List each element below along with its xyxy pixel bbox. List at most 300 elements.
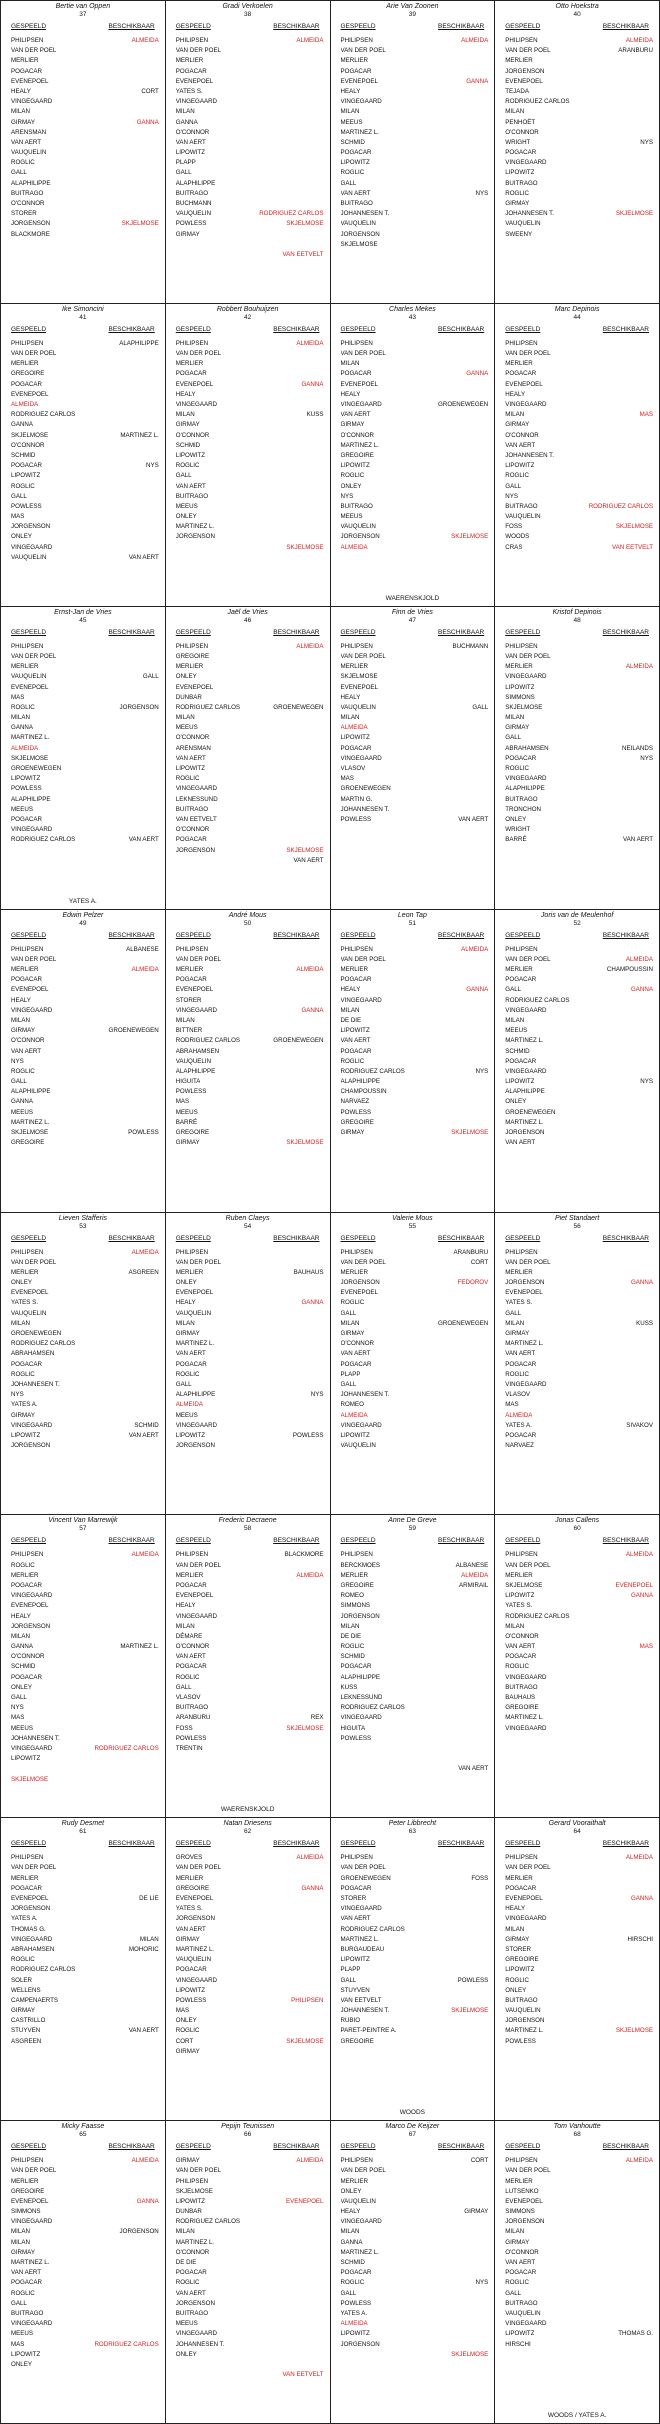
rider-row (505, 764, 653, 774)
rider-row (176, 662, 324, 672)
played-rider: BUITRAGO (175, 2309, 209, 2317)
rider-row (341, 97, 489, 107)
rider-row (341, 46, 489, 56)
played-rider: EVENEPOEL (11, 2197, 49, 2205)
played-rider: VAUQUELIN (505, 513, 541, 521)
available-header: BESCHIKBAAR (108, 2143, 155, 2151)
played-rider: BUITRAGO (11, 189, 44, 197)
team-card (495, 1515, 660, 1818)
rider-row (505, 1047, 653, 1057)
played-rider: SWEENY (505, 230, 533, 238)
rider-row (341, 965, 489, 975)
rider-row (341, 1874, 489, 1884)
rider-row (341, 2329, 489, 2339)
rider-row (505, 179, 653, 189)
played-rider: O'CONNOR (505, 2248, 539, 2256)
rider-row (341, 158, 489, 168)
played-header: GESPEELD (11, 325, 47, 333)
rider-list (331, 1248, 495, 1452)
available-rider: NYS (475, 1067, 489, 1075)
column-headers (495, 629, 659, 636)
rider-row (176, 1683, 324, 1693)
played-rider: SIMMONS (505, 2208, 535, 2216)
rider-row (176, 36, 324, 46)
rider-row (341, 1108, 489, 1118)
rider-row (11, 1612, 159, 1622)
rider-row (341, 2299, 489, 2309)
played-rider: VAN AERT (505, 441, 536, 449)
played-rider: ROGLIC (11, 1561, 35, 1569)
participant-name: Peter Libbrecht (388, 1820, 437, 1828)
rider-list (1, 1853, 165, 2047)
rider-row (11, 2207, 159, 2217)
played-rider: VAN DER POEL (340, 652, 386, 660)
played-rider: VAUQUELIN (505, 2007, 541, 2015)
played-rider: PHILIPSEN (340, 37, 373, 44)
rider-row (176, 240, 324, 250)
available-rider: ALMEIDA (131, 37, 159, 44)
played-rider: GREGOIRE (175, 652, 210, 660)
rider-row (341, 2350, 489, 2360)
rider-row (176, 1411, 324, 1421)
played-rider: POGACAR (175, 836, 207, 844)
rider-row (505, 2187, 653, 2197)
played-rider: ROGLIC (505, 2279, 529, 2287)
played-rider: GALL (11, 492, 27, 500)
played-rider: MERLIER (505, 57, 533, 65)
rider-row (505, 431, 653, 441)
rider-row (176, 87, 324, 97)
played-rider: VAN DER POEL (11, 955, 57, 963)
rider-row (505, 380, 653, 390)
rider-row (176, 168, 324, 178)
rider-list (166, 945, 330, 1149)
participant-number: 52 (573, 919, 581, 927)
rider-row (176, 1724, 324, 1734)
played-rider: LIPOWITZ (505, 1966, 535, 1974)
rider-row (11, 945, 159, 955)
played-rider: BLACKMORE (11, 230, 50, 238)
played-rider: EVENEPOEL (340, 1289, 378, 1297)
rider-row (176, 471, 324, 481)
rider-row (11, 148, 159, 158)
rider-row (505, 1087, 653, 1097)
played-rider: HEALY (175, 1299, 196, 1307)
played-rider: RODRIGUEZ CARLOS (175, 2218, 241, 2226)
available-header: BESCHIKBAAR (273, 325, 320, 333)
participant-name: André Mous (228, 911, 267, 919)
played-rider: ROGLIC (340, 1643, 365, 1651)
rider-row (341, 1904, 489, 1914)
played-rider: HEALY (175, 1602, 196, 1610)
participant-name: Charles Mekes (389, 305, 436, 313)
rider-row (341, 723, 489, 733)
available-header: BESCHIKBAAR (438, 628, 485, 636)
available-rider: ALMEIDA (625, 1854, 653, 1862)
played-rider: POGACAR (340, 1360, 372, 1368)
available-rider: ARANBURU (618, 47, 653, 55)
played-rider: GALL (340, 1976, 357, 1984)
played-rider: VINGEGAARD (340, 754, 382, 762)
played-rider: GREGOIRE (340, 1118, 374, 1126)
played-rider: YATES A. (11, 1401, 38, 1409)
played-rider: MARTINEZ L. (505, 1037, 544, 1045)
available-rider: ALMEIDA (625, 663, 653, 671)
played-rider: MILAN (11, 108, 30, 116)
rider-row (11, 471, 159, 481)
played-rider: MEEUS (175, 724, 198, 732)
played-rider: MILAN (340, 108, 360, 116)
rider-row (176, 965, 324, 975)
rider-row (505, 1986, 653, 1996)
rider-row (176, 1309, 324, 1319)
played-rider: MERLIER (175, 360, 204, 368)
rider-row (505, 148, 653, 158)
rider-row (176, 642, 324, 652)
played-rider: GALL (11, 169, 27, 177)
rider-row (11, 2156, 159, 2166)
played-rider: BUITRAGO (175, 1704, 209, 1712)
played-rider: O'CONNOR (11, 1653, 45, 1661)
rider-row (505, 2268, 653, 2278)
played-rider: SKJELMOSE (11, 754, 49, 762)
available-rider: SKJELMOSE (286, 220, 324, 228)
rider-row (11, 1673, 159, 1683)
rider-row (341, 1713, 489, 1723)
played-rider: LIPOWITZ (175, 1431, 205, 1439)
played-rider: EVENEPOEL (505, 2197, 543, 2205)
rider-row (341, 107, 489, 117)
available-rider: JORGENSON (119, 2228, 159, 2236)
played-rider: RODRIGUEZ CARLOS (340, 1925, 405, 1933)
played-rider: EVENEPOEL (175, 77, 214, 85)
participant-name: Jonas Callens (555, 1517, 600, 1525)
participant-number: 62 (244, 1828, 252, 1836)
rider-row (505, 1561, 653, 1571)
column-headers (495, 1235, 659, 1242)
played-rider: JOHANNESEN T. (340, 210, 390, 218)
rider-row (505, 2177, 653, 2187)
rider-row (505, 209, 653, 219)
rider-row (341, 2289, 489, 2299)
played-rider: VAN DER POEL (505, 47, 551, 55)
played-rider: EVENEPOEL (11, 986, 49, 994)
played-rider: GIRMAY (11, 2007, 35, 2015)
column-headers (166, 326, 330, 333)
rider-row (176, 774, 324, 784)
played-rider: ALAPHILIPPE (505, 785, 545, 793)
available-header: BESCHIKBAAR (602, 931, 649, 939)
rider-row (176, 148, 324, 158)
rider-row (11, 168, 159, 178)
played-rider: VAN AERT (340, 1915, 371, 1923)
available-rider: ALMEIDA (296, 1854, 324, 1862)
played-rider: MARTINEZ L. (505, 1714, 544, 1722)
available-rider: VAN EETVELT (282, 2371, 324, 2379)
available-rider: SKJELMOSE (451, 2350, 489, 2358)
played-rider: POGACAR (505, 149, 537, 157)
rider-row (341, 672, 489, 682)
played-rider: POWLESS (175, 1734, 207, 1742)
played-rider: ALMEIDA (11, 744, 39, 752)
available-rider: NYS (146, 462, 159, 470)
available-header: BESCHIKBAAR (108, 1234, 155, 1242)
played-rider: RODRIGUEZ CARLOS (11, 411, 76, 419)
rider-row (505, 1036, 653, 1046)
rider-row (341, 805, 489, 815)
team-card (1, 1213, 166, 1516)
rider-row (341, 522, 489, 532)
played-rider: JORGENSON (175, 1442, 215, 1450)
rider-row (505, 107, 653, 117)
rider-row (505, 955, 653, 965)
played-rider: MARTINEZ L. (11, 1118, 50, 1126)
available-rider: SCHMID (134, 1421, 159, 1429)
played-rider: NYS (340, 492, 354, 500)
played-rider: HEALY (11, 87, 31, 95)
available-rider: EVENEPOEL (286, 2197, 324, 2205)
rider-row (505, 945, 653, 955)
rider-row (176, 1904, 324, 1914)
played-rider: MARTINEZ L. (175, 523, 215, 531)
available-header: BESCHIKBAAR (273, 931, 320, 939)
rider-row (11, 1248, 159, 1258)
rider-row (505, 138, 653, 148)
rider-row (176, 420, 324, 430)
rider-list (495, 1853, 659, 2047)
rider-row (11, 532, 159, 542)
played-rider: PHILIPSEN (175, 339, 209, 347)
played-rider: POGACAR (505, 1653, 537, 1661)
rider-row (505, 1097, 653, 1107)
column-headers (1, 2143, 165, 2150)
rider-row (176, 1581, 324, 1591)
rider-row (176, 1360, 324, 1370)
played-rider: JORGENSON (175, 533, 215, 541)
available-header: BESCHIKBAAR (438, 1234, 485, 1242)
rider-row (11, 672, 159, 682)
played-rider: VAUQUELIN (11, 1309, 47, 1317)
rider-row (11, 1128, 159, 1138)
played-rider: BUITRAGO (505, 2299, 538, 2307)
available-rider: ALMEIDA (131, 2157, 159, 2165)
participant-number: 46 (244, 616, 252, 624)
played-rider: VAN DER POEL (175, 1561, 222, 1569)
played-rider: VAN DER POEL (505, 652, 551, 660)
played-rider: VAN AERT (340, 189, 371, 197)
played-rider: MERLIER (505, 966, 533, 973)
available-rider: MAS (639, 411, 653, 419)
played-rider: MERLIER (505, 2177, 533, 2185)
played-rider: POWLESS (175, 220, 207, 228)
played-rider: ROMEO (340, 1401, 364, 1409)
played-rider: ASGREEN (11, 2037, 42, 2045)
rider-row (176, 2227, 324, 2237)
played-rider: VAN DER POEL (175, 955, 222, 963)
rider-list (495, 2156, 659, 2350)
played-rider: VAN DER POEL (175, 1864, 222, 1872)
participant-name: Otto Hoekstra (555, 3, 599, 10)
played-rider: GIRMAY (340, 1129, 365, 1136)
played-rider: RODRIGUEZ CARLOS (505, 98, 570, 106)
rider-list (166, 339, 330, 553)
rider-row (11, 683, 159, 693)
played-rider: PENHOËT (505, 118, 536, 126)
rider-row (11, 1298, 159, 1308)
available-rider: ALMEIDA (461, 945, 489, 953)
rider-row (11, 1683, 159, 1693)
rider-row (505, 1632, 653, 1642)
played-rider: MERLIER (175, 57, 204, 65)
rider-row (341, 1693, 489, 1703)
rider-row (11, 46, 159, 56)
played-rider: ARENSMAN (175, 744, 211, 752)
rider-row (11, 662, 159, 672)
rider-row (505, 975, 653, 985)
played-rider: VAN EETVELT (175, 815, 217, 823)
rider-row (505, 1713, 653, 1723)
participant-number: 37 (79, 11, 87, 18)
team-card (166, 1213, 331, 1516)
rider-row (11, 1642, 159, 1652)
rider-row (176, 955, 324, 965)
played-rider: ONLEY (505, 1098, 527, 1106)
rider-row (11, 1724, 159, 1734)
rider-row (505, 1108, 653, 1118)
rider-list (1, 642, 165, 846)
played-rider: VAN AERT (340, 1037, 371, 1045)
rider-row (341, 1976, 489, 1986)
played-rider: JORGENSON (340, 230, 380, 238)
available-header: BESCHIKBAAR (602, 628, 649, 636)
rider-row (176, 2026, 324, 2036)
rider-row (505, 369, 653, 379)
available-rider: GANNA (466, 77, 489, 85)
played-rider: VAN AERT (175, 1350, 206, 1358)
participant-number: 55 (408, 1222, 416, 1230)
rider-row (176, 1550, 324, 1560)
card-footer-note: WAERENSKJOLD (385, 594, 440, 602)
participant-name: Pepijn Teunissen (221, 2123, 275, 2131)
played-header: GESPEELD (11, 931, 47, 939)
rider-row (505, 1945, 653, 1955)
available-rider: SKJELMOSE (615, 210, 653, 218)
team-card (495, 1818, 660, 2121)
rider-row (505, 1550, 653, 1560)
participant-number: 38 (244, 11, 252, 18)
played-rider: VAUQUELIN (11, 553, 47, 561)
played-rider: MAS (505, 1401, 519, 1409)
rider-row (341, 985, 489, 995)
participant-name: Marc Depinois (554, 305, 600, 313)
played-rider: BUITRAGO (340, 200, 373, 207)
played-rider: ALAPHILIPPE (175, 1391, 216, 1399)
played-rider: GIRMAY (175, 1139, 200, 1147)
played-rider: ONLEY (175, 513, 197, 521)
played-rider: JORGENSON (505, 1129, 545, 1136)
played-header: GESPEELD (340, 1840, 376, 1848)
played-rider: YATES A. (505, 1421, 532, 1429)
played-rider: VINGEGAARD (340, 401, 382, 408)
played-rider: JORGENSON (11, 523, 51, 531)
rider-row (176, 1380, 324, 1390)
played-rider: MILAN (340, 714, 360, 722)
participant-name: Valerie Mous (392, 1214, 433, 1222)
rider-row (505, 1571, 653, 1581)
played-header: GESPEELD (11, 1234, 47, 1242)
rider-row (11, 744, 159, 754)
played-rider: VINGEGAARD (340, 2218, 382, 2226)
rider-row (341, 1298, 489, 1308)
rider-row (11, 1087, 159, 1097)
rider-row (176, 522, 324, 532)
rider-row (341, 1319, 489, 1329)
played-rider: GALL (340, 1380, 357, 1388)
rider-row (341, 359, 489, 369)
rider-row (505, 1016, 653, 1026)
played-rider: MILAN (505, 1319, 525, 1327)
rider-row (11, 693, 159, 703)
rider-row (176, 754, 324, 764)
rider-row (176, 1713, 324, 1723)
rider-row (341, 138, 489, 148)
played-rider: BUITRAGO (11, 2309, 44, 2317)
rider-row (11, 713, 159, 723)
played-rider: POGACAR (11, 2279, 42, 2287)
rider-row (11, 219, 159, 229)
played-rider: MEEUS (505, 1027, 528, 1035)
played-rider: MARTINEZ L. (505, 1340, 544, 1348)
column-headers (166, 629, 330, 636)
played-rider: PHILIPSEN (175, 37, 209, 44)
rider-row (176, 359, 324, 369)
rider-row (11, 179, 159, 189)
rider-row (11, 87, 159, 97)
participant-number: 68 (573, 2131, 581, 2139)
available-rider: BLACKMORE (284, 1551, 324, 1559)
rider-row (341, 1441, 489, 1451)
rider-row (341, 369, 489, 379)
rider-row (176, 846, 324, 856)
rider-row (505, 1955, 653, 1965)
rider-row (176, 138, 324, 148)
rider-row (176, 118, 324, 128)
participant-number: 54 (244, 1222, 252, 1230)
rider-row (11, 1601, 159, 1611)
rider-row (176, 825, 324, 835)
rider-row (341, 219, 489, 229)
rider-row (505, 441, 653, 451)
played-rider: DÉMARE (175, 1632, 203, 1640)
played-rider: JORGENSON (175, 2299, 215, 2307)
rider-row (11, 1036, 159, 1046)
played-rider: GANNA (340, 2238, 363, 2246)
rider-row (341, 1925, 489, 1935)
rider-row (505, 543, 653, 553)
rider-list (166, 2156, 330, 2380)
played-rider: LIPOWITZ (11, 2350, 41, 2358)
played-rider: ONLEY (11, 533, 32, 541)
played-rider: LIPOWITZ (175, 451, 205, 459)
rider-row (176, 349, 324, 359)
available-rider: ARMIRAIL (459, 1581, 489, 1589)
participant-number: 60 (573, 1525, 581, 1533)
rider-row (176, 2197, 324, 2207)
rider-row (505, 1128, 653, 1138)
rider-row (11, 2026, 159, 2036)
played-header: GESPEELD (175, 1840, 211, 1848)
played-rider: EVENEPOEL (11, 1289, 49, 1297)
